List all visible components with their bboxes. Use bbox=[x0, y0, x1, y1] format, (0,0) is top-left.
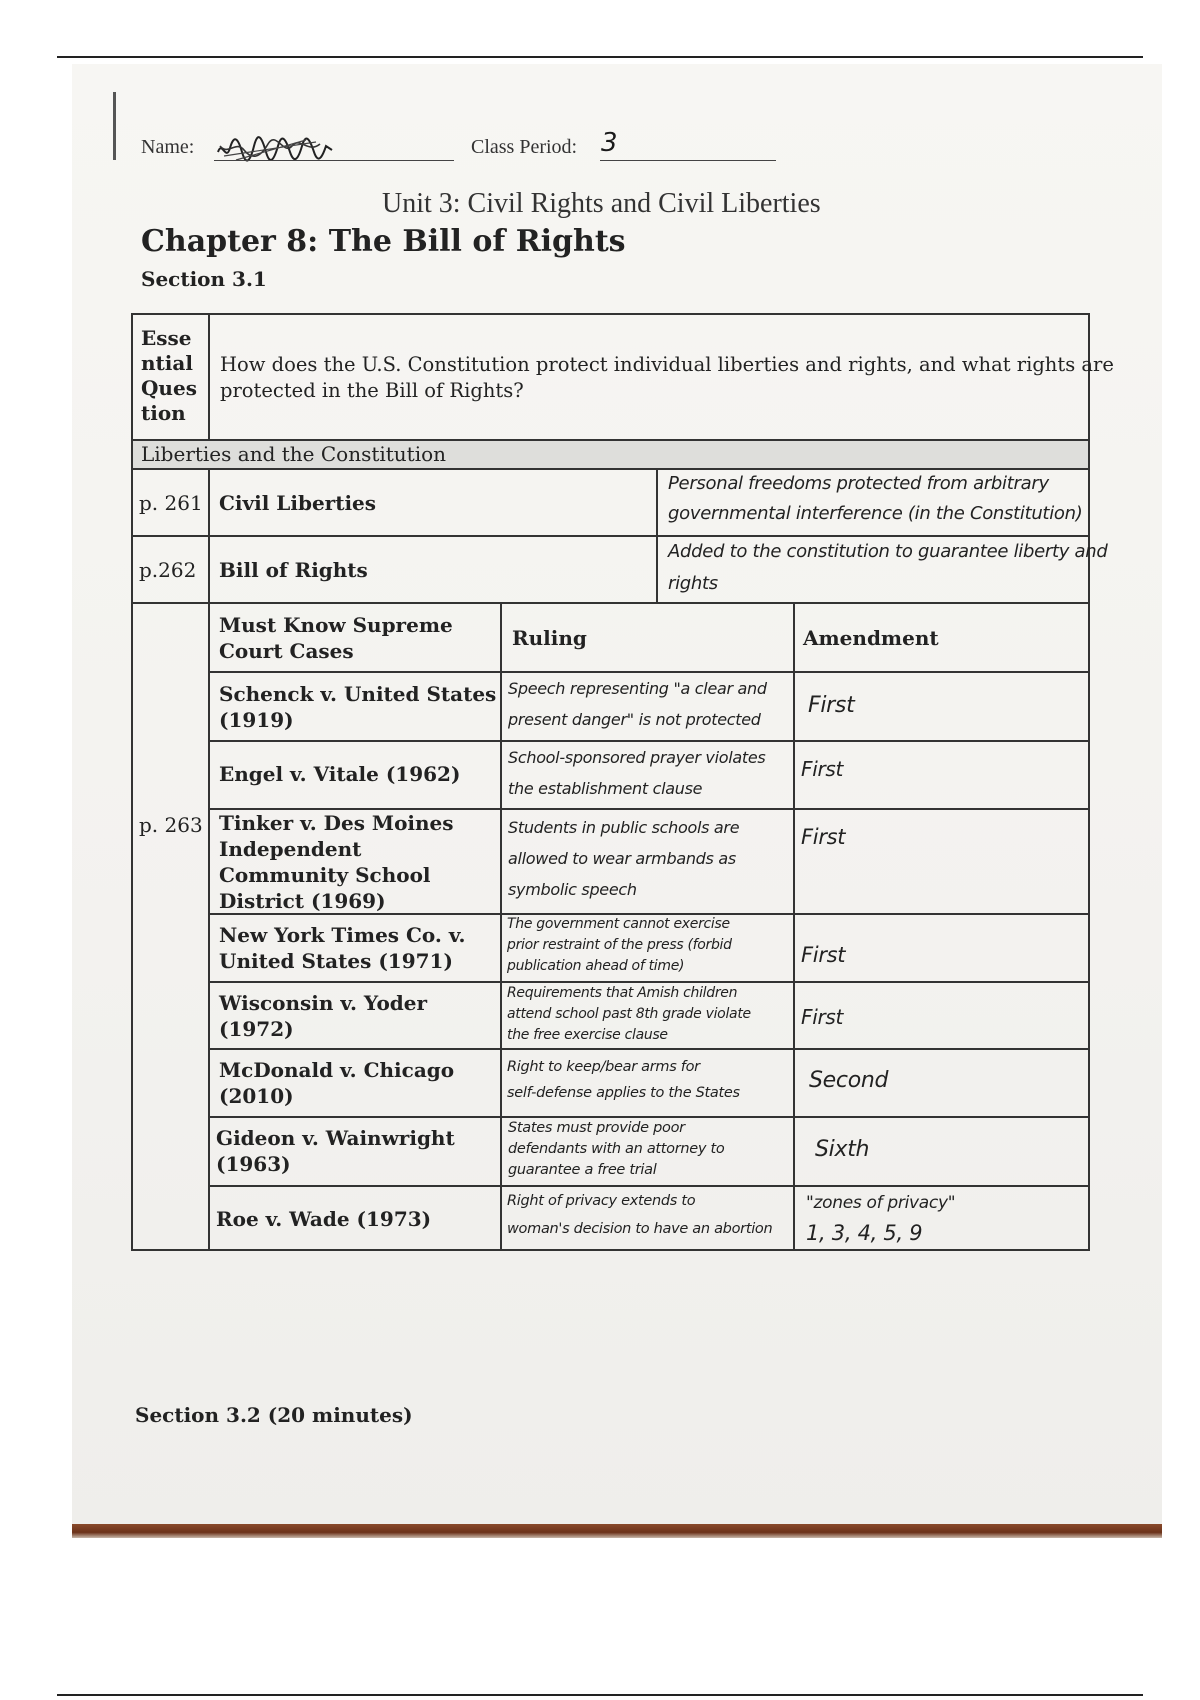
case-ruling: Requirements that Amish children attend school past 8th grade violate the free exercise clause bbox=[507, 985, 751, 1043]
bill-of-rights-answer: Added to the constitution to guarantee liberty and rights bbox=[668, 541, 1108, 594]
case-ruling: Speech representing "a clear and present danger" is not protected bbox=[508, 679, 767, 729]
civil-liberties-answer: Personal freedoms protected from arbitrary governmental interference (in the Constitution) bbox=[668, 473, 1083, 524]
case-name: Schenck v. United States (1919) bbox=[219, 682, 497, 732]
case-amendment: First bbox=[801, 943, 846, 967]
case-name: New York Times Co. v. United States (1971) bbox=[219, 923, 466, 973]
bill-of-rights-page: p.262 bbox=[139, 558, 197, 582]
case-amendment: Sixth bbox=[815, 1137, 870, 1162]
case-name: Gideon v. Wainwright (1963) bbox=[216, 1126, 455, 1176]
case-ruling: States must provide poor defendants with an attorney to guarantee a free trial bbox=[508, 1120, 725, 1178]
class-period-value: 3 bbox=[601, 128, 618, 158]
case-amendment: First bbox=[801, 825, 846, 849]
binder-mark bbox=[113, 92, 116, 160]
case-amendment: First bbox=[801, 1005, 844, 1029]
civil-liberties-term: Civil Liberties bbox=[219, 491, 377, 515]
case-name: McDonald v. Chicago (2010) bbox=[219, 1058, 455, 1108]
class-period-underline bbox=[600, 160, 776, 161]
case-ruling: Right of privacy extends to woman's decision to have an abortion bbox=[507, 1193, 773, 1237]
name-label: Name: bbox=[141, 136, 195, 158]
case-amendment: Second bbox=[809, 1068, 889, 1093]
section-3-1-title: Section 3.1 bbox=[141, 267, 267, 291]
section-3-2-title: Section 3.2 (20 minutes) bbox=[135, 1403, 413, 1427]
essential-question-label: Esse ntial Ques tion bbox=[141, 326, 197, 425]
case-amendment: First bbox=[808, 693, 855, 718]
case-name: Wisconsin v. Yoder (1972) bbox=[219, 991, 428, 1041]
chapter-title: Chapter 8: The Bill of Rights bbox=[141, 224, 626, 259]
cases-header-amendment: Amendment bbox=[803, 626, 939, 650]
civil-liberties-page: p. 261 bbox=[139, 491, 203, 515]
unit-title: Unit 3: Civil Rights and Civil Liberties bbox=[382, 188, 821, 219]
top-rule bbox=[57, 56, 1143, 58]
case-ruling: School-sponsored prayer violates the establishment clause bbox=[508, 748, 766, 798]
case-name: Engel v. Vitale (1962) bbox=[219, 762, 461, 786]
cases-header-ruling: Ruling bbox=[512, 626, 587, 650]
case-ruling: The government cannot exercise prior restraint of the press (forbid publication ahead of time) bbox=[507, 916, 732, 974]
cases-header-case: Must Know Supreme Court Cases bbox=[219, 613, 453, 663]
bill-of-rights-term: Bill of Rights bbox=[219, 558, 368, 582]
case-name: Tinker v. Des Moines Independent Community School District (1969) bbox=[219, 811, 454, 913]
liberties-header: Liberties and the Constitution bbox=[141, 442, 447, 466]
bottom-rule bbox=[57, 1694, 1143, 1696]
essential-question-text: How does the U.S. Constitution protect individual liberties and rights, and what rights are protected in the Bill of Rights? bbox=[220, 353, 1114, 402]
name-underline bbox=[214, 160, 454, 161]
case-name: Roe v. Wade (1973) bbox=[216, 1207, 432, 1231]
case-amendment: First bbox=[801, 757, 844, 781]
case-ruling: Students in public schools are allowed to wear armbands as symbolic speech bbox=[508, 818, 740, 899]
class-period-label: Class Period: bbox=[471, 136, 578, 158]
paper-bottom-edge bbox=[72, 1524, 1162, 1538]
cases-page: p. 263 bbox=[139, 813, 203, 837]
case-amendment: "zones of privacy" 1, 3, 4, 5, 9 bbox=[806, 1193, 956, 1245]
case-ruling: Right to keep/bear arms for self-defense applies to the States bbox=[507, 1059, 740, 1101]
